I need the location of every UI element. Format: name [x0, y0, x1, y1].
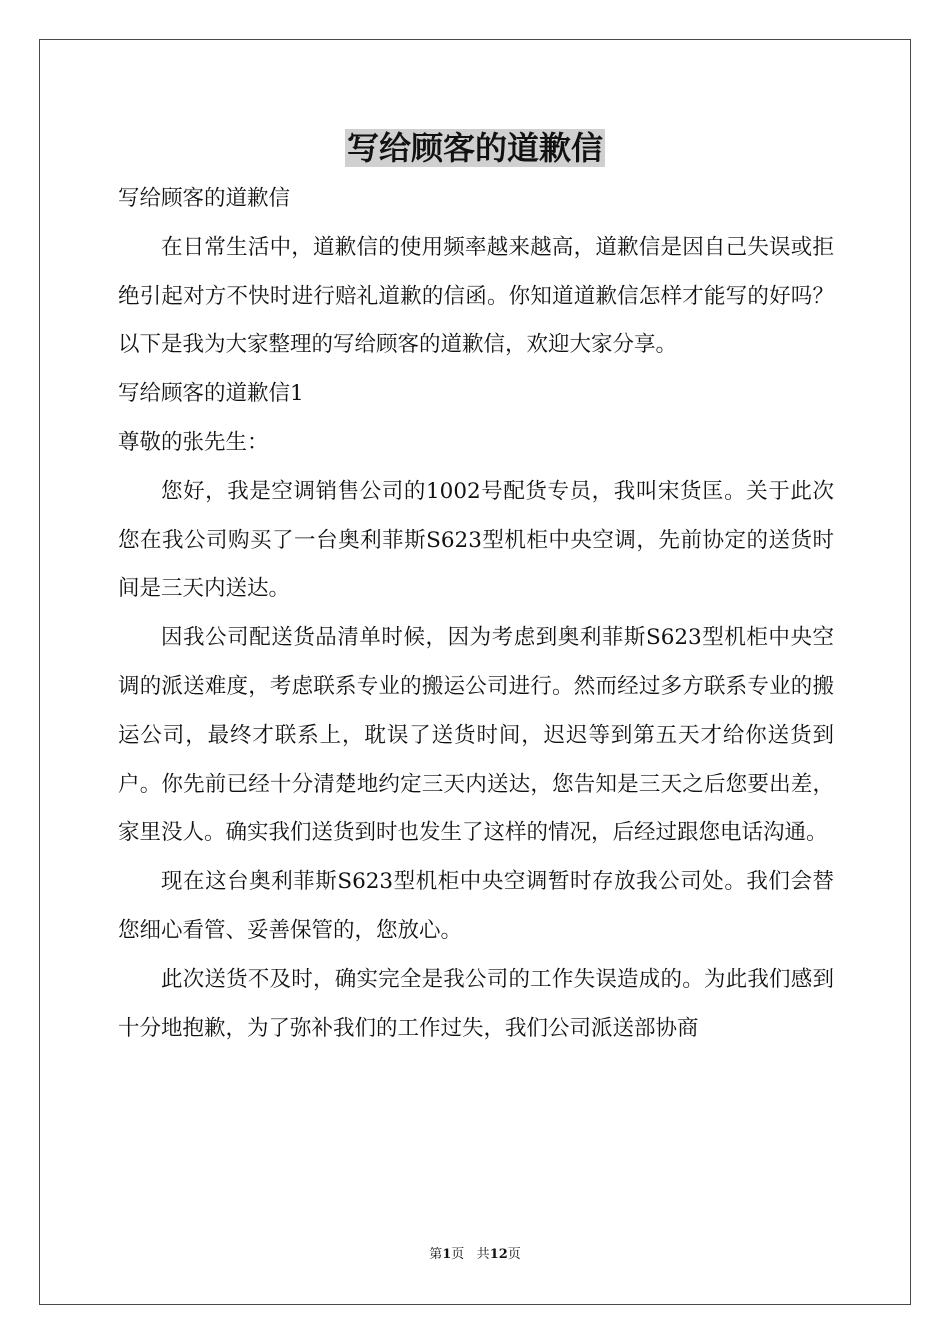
page-footer — [0, 1245, 950, 1265]
total-pages: 12 — [489, 1247, 508, 1262]
paragraph-intro: 在日常生活中，道歉信的使用频率越来越高，道歉信是因自己失误或拒绝引起对方不快时进行赔礼道歉的信函。你知道道歉信怎样才能写的好吗？以下是我为大家整理的写给顾客的道歉信，欢迎大家分享。 — [118, 234, 834, 358]
document-body — [118, 175, 834, 1053]
paragraph-body: 此次送货不及时，确实完全是我公司的工作失误造成的。为此我们感到十分地抱歉，为了弥补我们的工作过失，我们公司派送部协商 — [118, 966, 834, 1041]
paragraph-salutation: 尊敬的张先生： — [118, 429, 269, 455]
paragraph-subtitle: 写给顾客的道歉信 — [118, 186, 291, 211]
paragraph-body: 您好，我是空调销售公司的1002号配货专员，我叫宋货匡。关于此次您在我公司购买了一台奥利菲斯S623型机柜中央空调，先前协定的送货时间是三天内送达。 — [118, 478, 834, 602]
document-title: 写给顾客的道歉信 — [346, 129, 603, 167]
paragraph-section-heading: 写给顾客的道歉信1 — [118, 381, 304, 407]
paragraph-body: 现在这台奥利菲斯S623型机柜中央空调暂时存放我公司处。我们会替您细心看管、妥善保管的，您放心。 — [118, 869, 834, 943]
paragraph-body: 因我公司配送货品清单时候，因为考虑到奥利菲斯S623型机柜中央空调的派送难度，考虑联系专业的搬运公司进行。然而经过多方联系专业的搬运公司，最终才联系上，耽误了送货时间，迟迟等到第五天才给你送货到户。你先前已经十分清楚地约定三天内送达，您告知是三天之后您要出差，家里没人。确实我们送货到时也发生了这样的情况，后经过跟您电话沟通。 — [118, 625, 834, 846]
total-prefix: 共 — [476, 1247, 490, 1262]
page-suffix: 页 — [451, 1247, 465, 1262]
total-suffix: 页 — [507, 1247, 521, 1262]
page-prefix: 第 — [429, 1247, 443, 1262]
page-number: 1 — [442, 1247, 452, 1262]
